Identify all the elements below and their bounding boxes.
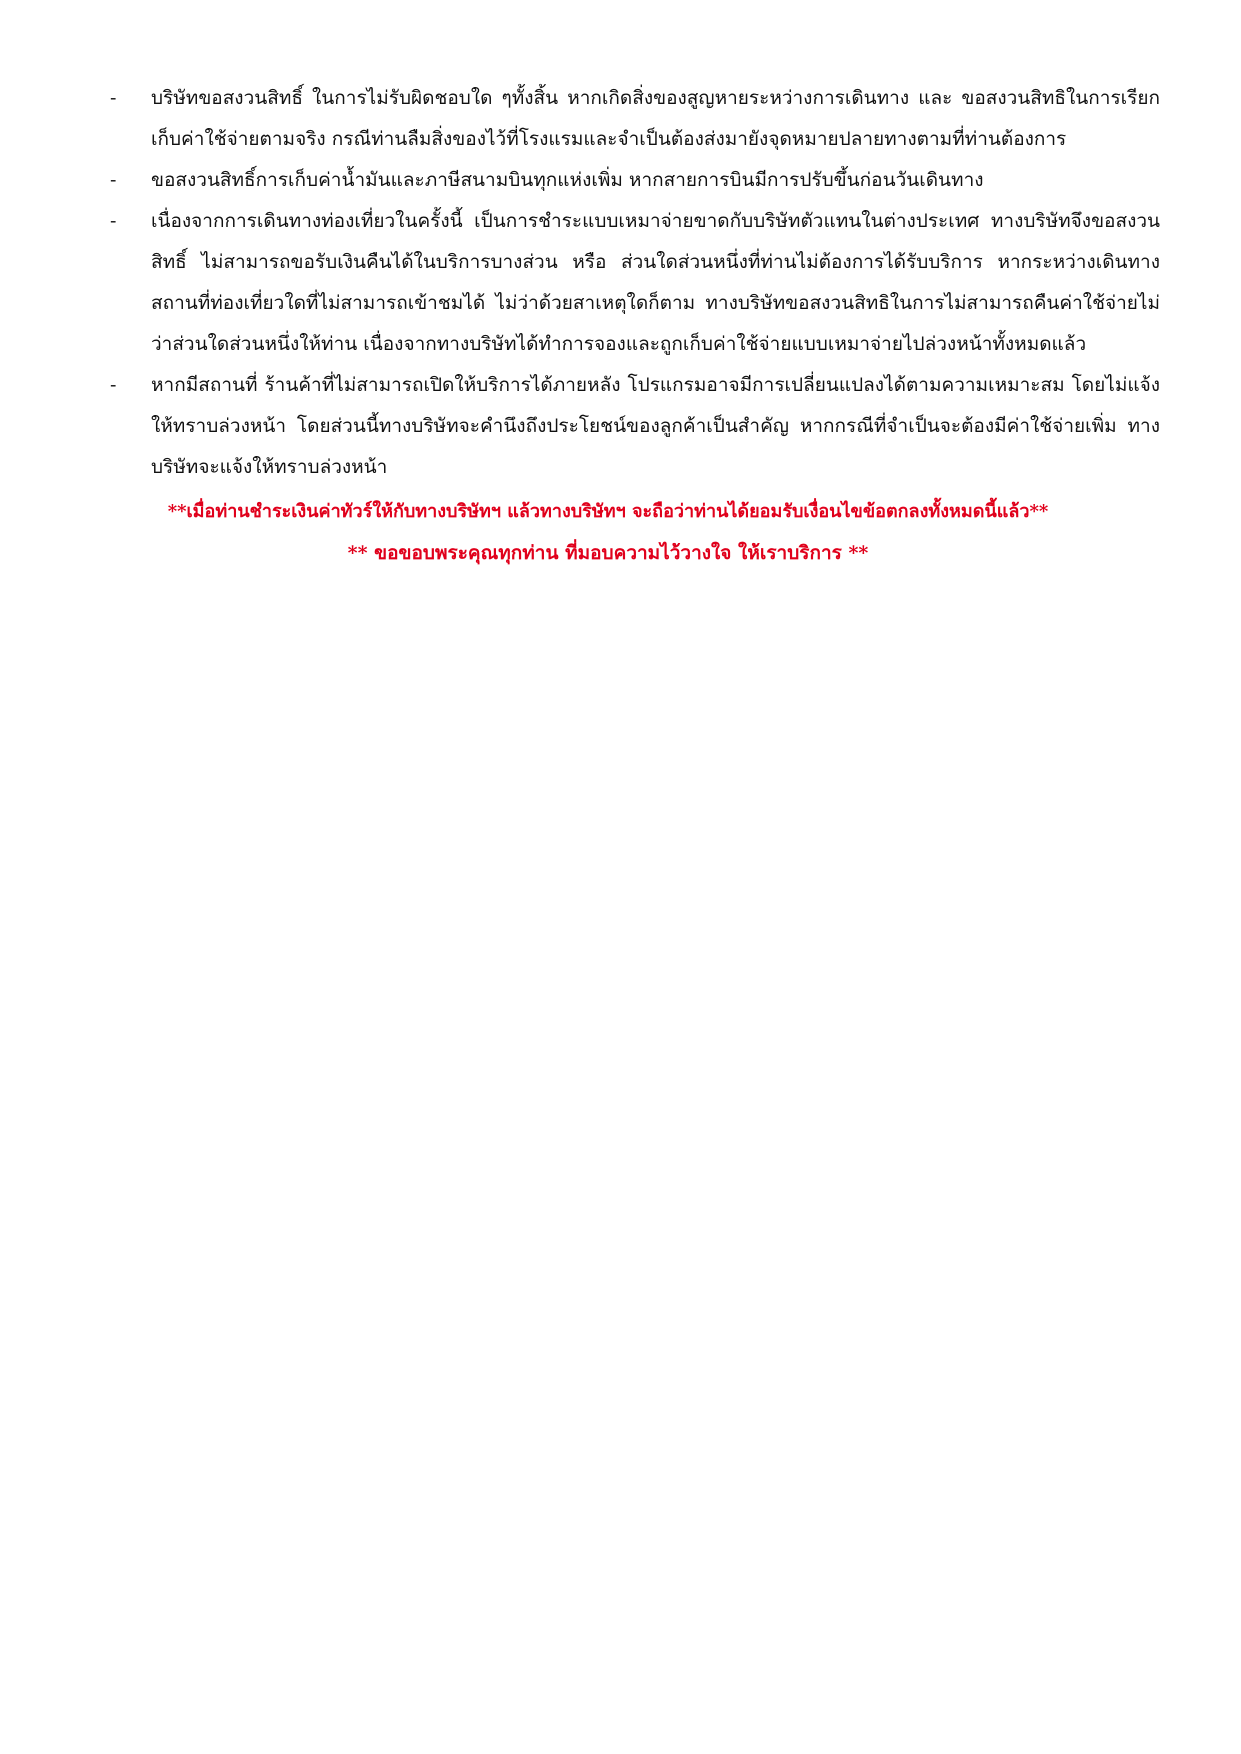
payment-acceptance-note: **เมื่อท่านชำระเงินค่าทัวร์ให้กับทางบริษัทฯ แล้วทางบริษัทฯ จะถือว่าท่านได้ยอมรับเงื่อนไขข้อตกลงทั้งหมดนี้แล้ว** bbox=[167, 501, 1049, 522]
terms-list bbox=[110, 78, 1160, 488]
terms-section bbox=[110, 78, 1160, 574]
list-item bbox=[110, 78, 1160, 160]
list-item bbox=[110, 201, 1160, 365]
term-text: เนื่องจากการเดินทางท่องเที่ยวในครั้งนี้ เป็นการชำระแบบเหมาจ่ายขาดกับบริษัทตัวแทนในต่างประเทศ ทางบริษัทจึงขอสงวนสิทธิ์ ไม่สามารถขอรับเงินคืนได้ในบริการบางส่วน หรือ ส่วนใดส่วนหนึ่งที่ท่านไม่ต้องการได้รับบริการ หากระหว่างเดินทาง สถานที่ท่องเที่ยวใดที่ไม่สามารถเข้าชมได้ ไม่ว่าด้วยสาเหตุใดก็ตาม ทางบริษัทขอสงวนสิทธิในการไม่สามารถคืนค่าใช้จ่ายไม่ว่าส่วนใดส่วนหนึ่งให้ท่าน เนื่องจากทางบริษัทได้ทำการจองและถูกเก็บค่าใช้จ่ายแบบเหมาจ่ายไปล่วงหน้าทั้งหมดแล้ว bbox=[151, 210, 1160, 355]
thank-you-note: ** ขอขอบพระคุณทุกท่าน ที่มอบความไว้วางใจ ให้เราบริการ ** bbox=[347, 542, 869, 564]
list-item bbox=[110, 160, 1160, 201]
term-text: ขอสงวนสิทธิ์การเก็บค่าน้ำมันและภาษีสนามบินทุกแห่งเพิ่ม หากสายการบินมีการปรับขึ้นก่อนวันเดินทาง bbox=[151, 169, 984, 191]
term-text: หากมีสถานที่ ร้านค้าที่ไม่สามารถเปิดให้บริการได้ภายหลัง โปรแกรมอาจมีการเปลี่ยนแปลงได้ตามความเหมาะสม โดยไม่แจ้งให้ทราบล่วงหน้า โดยส่วนนี้ทางบริษัทจะคำนึงถึงประโยชน์ของลูกค้าเป็นสำคัญ หากกรณีที่จำเป็นจะต้องมีค่าใช้จ่ายเพิ่ม ทางบริษัทจะแจ้งให้ทราบล่วงหน้า bbox=[151, 374, 1160, 478]
list-item bbox=[110, 365, 1160, 488]
bullet-marker: - bbox=[110, 169, 117, 191]
bullet-marker: - bbox=[110, 210, 117, 232]
term-text: บริษัทขอสงวนสิทธิ์ ในการไม่รับผิดชอบใด ๆทั้งสิ้น หากเกิดสิ่งของสูญหายระหว่างการเดินทาง และ ขอสงวนสิทธิในการเรียกเก็บค่าใช้จ่ายตามจริง กรณีท่านลืมสิ่งของไว้ที่โรงแรมและจำเป็นต้องส่งมายังจุดหมายปลายทางตามที่ท่านต้องการ bbox=[151, 87, 1160, 150]
bullet-marker: - bbox=[110, 374, 117, 396]
bullet-marker: - bbox=[110, 87, 117, 109]
